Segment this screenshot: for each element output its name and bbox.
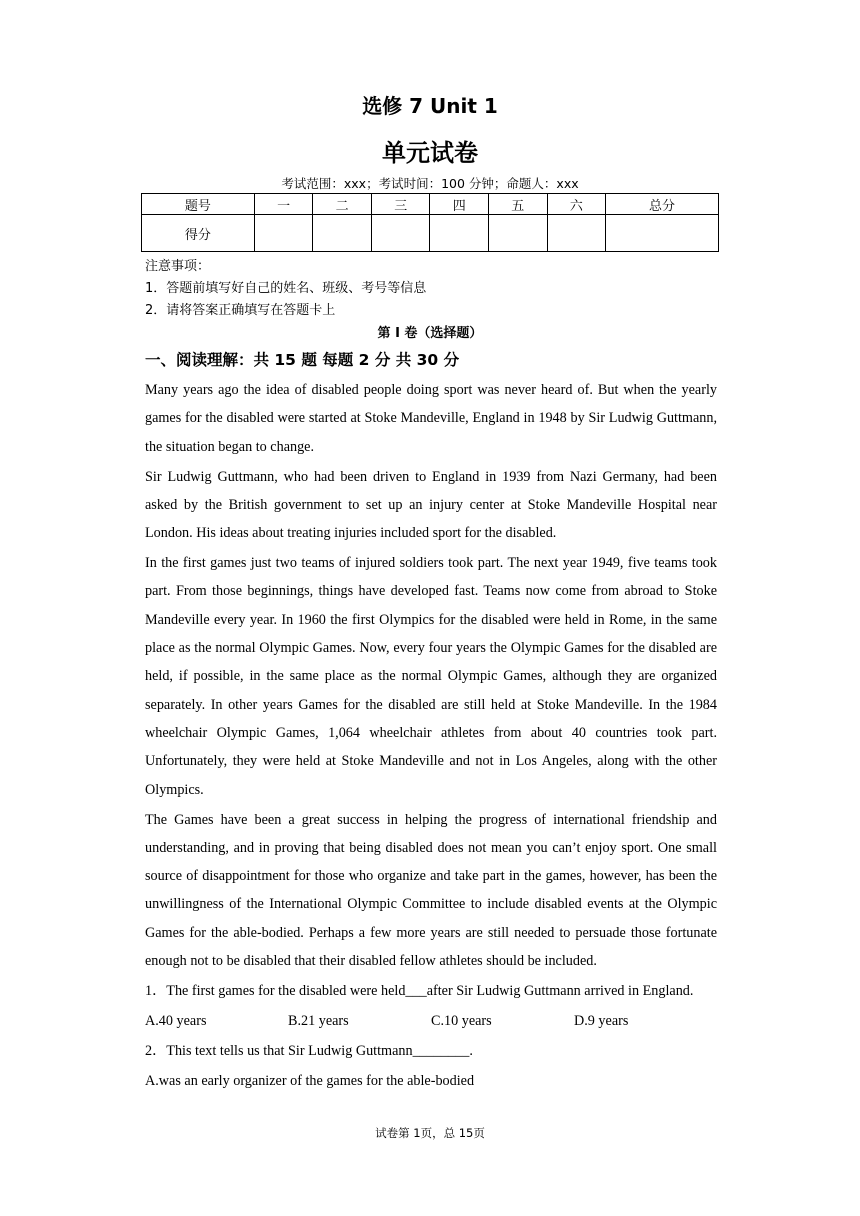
section-title: 一、阅读理解：共 15 题 每题 2 分 共 30 分	[145, 351, 460, 369]
passage-paragraph: The Games have been a great success in helping the progress of international friendship and understanding, and in proving that being disabled does not mean you can’t enjoy sport. One small source of disappointment for those who organize and take part in the games, however, has been the unwillingness of the International Olympic Committee to include disabled events at the Olympic Games for the able-bodied. Perhaps a few more years are still needed to persuade those fortunate enough not to be disabled that their disabled fellow athletes should be included.	[145, 811, 717, 969]
score-table-header-row	[142, 194, 719, 215]
score-header-cell: 总分	[606, 194, 719, 215]
score-cell	[606, 215, 719, 252]
exam-subtitle: 单元试卷	[382, 139, 478, 167]
score-header-cell: 六	[547, 194, 606, 215]
notes-item: 2．请将答案正确填写在答题卡上	[145, 303, 336, 318]
passage-paragraph: Sir Ludwig Guttmann, who had been driven to England in 1939 from Nazi Germany, had been asked by the British government to set up an injury center at Stoke Mandeville Hospital near London. His ideas about treating injuries included sport for the disabled.	[145, 468, 717, 542]
exam-title: 选修 7 Unit 1	[362, 94, 498, 118]
score-header-cell: 一	[254, 194, 313, 215]
notes-title: 注意事项：	[145, 259, 211, 274]
notes-item: 1．答题前填写好自己的姓名、班级、考号等信息	[145, 281, 427, 296]
passage-paragraph: In the first games just two teams of injured soldiers took part. The next year 1949, five teams took part. From those beginnings, things have developed fast. Teams now come from abroad to Stoke Mandeville every year. In 1960 the first Olympics for the disabled were held in Rome, in the same place as the normal Olympic Games. Now, every four years the Olympic Games for the disabled are held, if possible, in the same place as the normal Olympic Games, although they are organized separately. In other years Games for the disabled are still held at Stoke Mandeville. In the 1984 wheelchair Olympic Games, 1,064 wheelchair athletes from about 40 countries took part. Unfortunately, they were held at Stoke Mandeville and not in Los Angeles, along with the other Olympics.	[145, 555, 717, 798]
question-options	[145, 1007, 717, 1035]
option-a: A.40 years	[145, 1012, 207, 1029]
question-stem: 2．This text tells us that Sir Ludwig Guttmann________.	[145, 1042, 473, 1059]
exam-info: 考试范围：xxx；考试时间：100 分钟；命题人：xxx	[281, 176, 579, 191]
option-b: B.21 years	[288, 1012, 349, 1029]
score-header-cell: 二	[313, 194, 372, 215]
score-header-cell: 三	[371, 194, 430, 215]
passage-paragraph: Many years ago the idea of disabled people doing sport was never heard of. But when the yearly games for the disabled were started at Stoke Mandeville, England in 1948 by Sir Ludwig Guttmann, the situation began to change.	[145, 382, 717, 455]
score-cell	[254, 215, 313, 252]
score-cell	[430, 215, 489, 252]
reading-passage	[145, 376, 717, 1097]
notes	[145, 256, 426, 322]
score-cell	[489, 215, 548, 252]
part-title: 第 I 卷（选择题）	[377, 326, 483, 341]
question-stem: 1．The first games for the disabled were held___after Sir Ludwig Guttmann arrived in England.	[145, 982, 694, 999]
score-table	[141, 193, 719, 252]
score-cell	[313, 215, 372, 252]
page-footer: 试卷第 1页，总 15页	[375, 1126, 485, 1140]
score-cell	[547, 215, 606, 252]
score-header-cell: 题号	[142, 194, 255, 215]
score-cell	[371, 215, 430, 252]
option-d: D.9 years	[574, 1012, 629, 1029]
score-header-cell: 四	[430, 194, 489, 215]
option-c: C.10 years	[431, 1012, 492, 1029]
score-header-cell: 五	[489, 194, 548, 215]
score-row-label: 得分	[142, 215, 255, 252]
option-a: A.was an early organizer of the games for the able-bodied	[145, 1072, 475, 1089]
score-table-score-row	[142, 215, 719, 252]
